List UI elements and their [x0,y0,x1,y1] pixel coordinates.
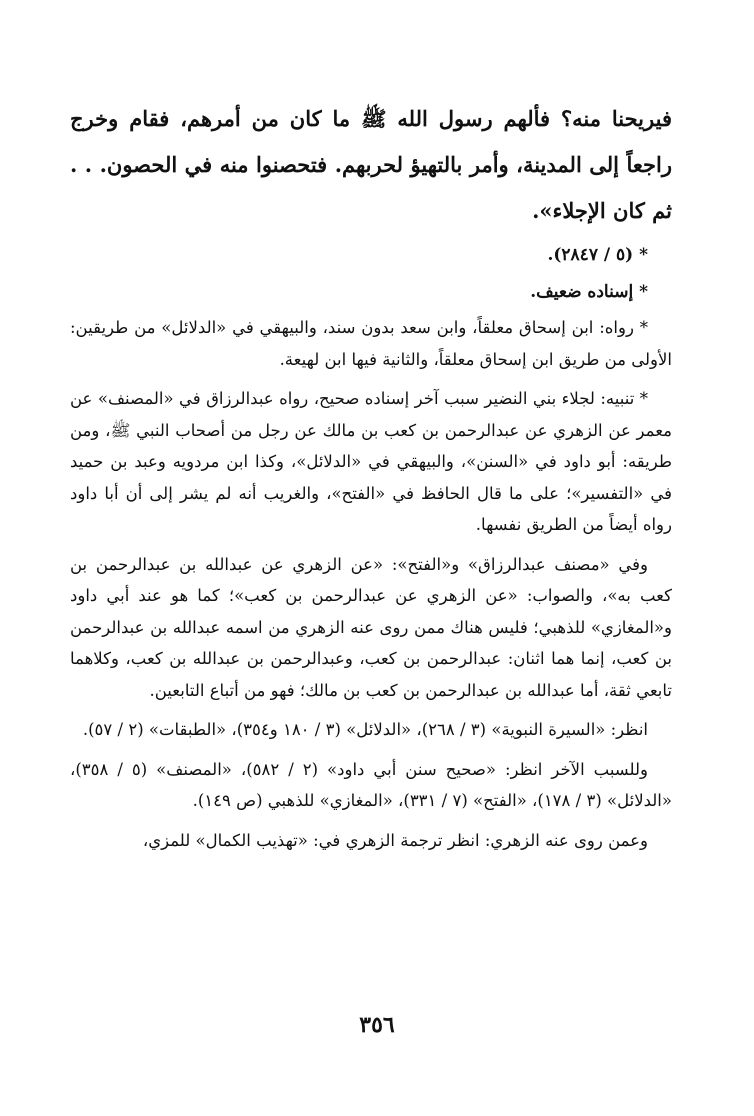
page-number: ٣٥٦ [359,1012,395,1038]
reference-line: * (٥ / ٢٨٤٧). [547,245,648,265]
tanbih-paragraph: * تنبيه: لجلاء بني النضير سبب آخر إسناده صحيح، رواه عبدالرزاق في «المصنف» عن معمر عن الزهري عن عبدالرحمن بن كعب بن مالك عن رجل من أصحاب النبي ﷺ، ومن طريقه: أبو داود في «السنن»، والبيهقي في «الدلائل»، وكذا ابن مردويه وعبد بن حميد في «التفسير»؛ على ما قال الحافظ في «الفتح»، والغريب أنه لم يشر إلى أن أبا داود رواه أيضاً من الطريق نفسها. [70,389,672,534]
unzur-paragraph: انظر: «السيرة النبوية» (٣ / ٢٦٨)، «الدلائل» (٣ / ١٨٠ و٣٥٤)، «الطبقات» (٢ / ٥٧). [82,720,648,739]
main-paragraph: فيريحنا منه؟ فألهم رسول الله ﷺ ما كان من أمرهم، فقام وخرج راجعاً إلى المدينة، وأمر بالتهيؤ لحربهم. فتحصنوا منه في الحصون. . . ثم كان الإجلاء». [70,106,672,223]
isnad-grade-line: * إسناده ضعيف. [530,282,648,302]
zuhri-paragraph: وعمن روى عنه الزهري: انظر ترجمة الزهري في: «تهذيب الكمال» للمزي، [142,830,648,850]
riwaya-paragraph: * رواه: ابن إسحاق معلقاً، وابن سعد بدون سند، والبيهقي في «الدلائل» من طريقين: الأولى من طريق ابن إسحاق معلقاً، والثانية فيها ابن لهيعة. [70,318,672,369]
other-reason-paragraph: وللسبب الآخر انظر: «صحيح سنن أبي داود» (٢ / ٥٨٢)، «المصنف» (٥ / ٣٥٨)، «الدلائل» (٣ / ١٧٨)، «الفتح» (٧ / ٣٣١)، «المغازي» للذهبي (ص ١٤٩). [70,759,672,810]
musannaf-paragraph: وفي «مصنف عبدالرزاق» و«الفتح»: «عن الزهري عن عبدالله بن عبدالرحمن بن كعب به»، والصواب: «عن الزهري عن عبدالرحمن بن كعب»؛ كما هو عند أبي داود و«المغازي» للذهبي؛ فليس هناك ممن روى عنه الزهري من اسمه عبدالله بن عبدالرحمن بن كعب، إنما هما اثنان: عبدالرحمن بن كعب، وعبدالرحمن بن عبدالله بن كعب، وكلاهما تابعي ثقة، أما عبدالله بن عبدالرحمن بن كعب بن مالك؛ فهو من أتباع التابعين. [70,554,672,700]
